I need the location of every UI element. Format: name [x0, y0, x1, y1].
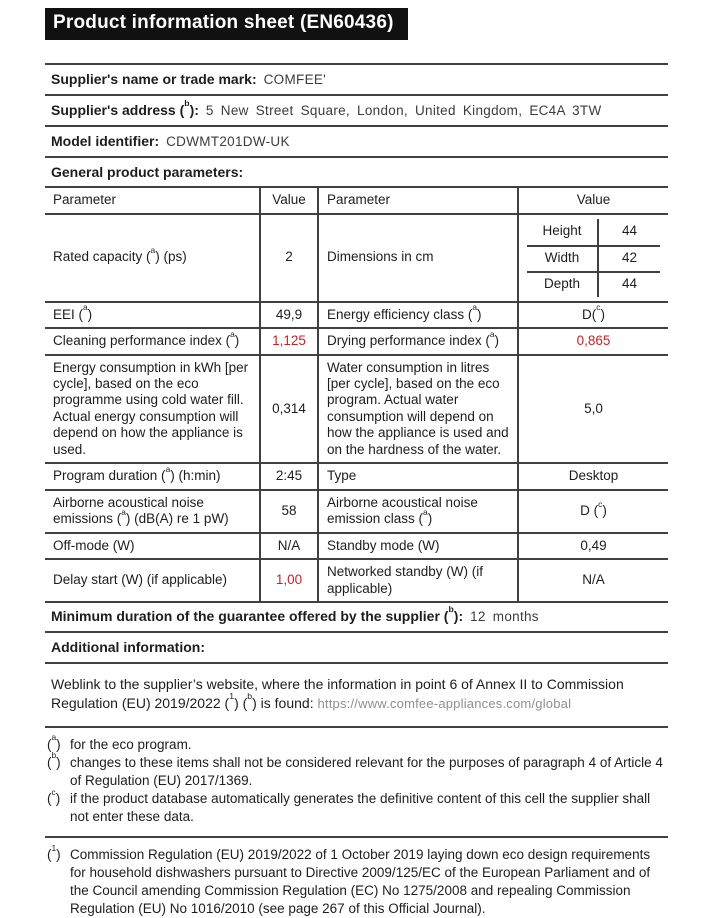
- weblink-paragraph: [45, 664, 668, 728]
- param-value: 2: [260, 214, 318, 302]
- supplier-address-row: [45, 94, 668, 125]
- param-label: Rated capacity ($^a$) (ps): [45, 214, 260, 302]
- supplier-name-row: [45, 63, 668, 94]
- regulation-note-marker: ($^1$): [47, 842, 61, 863]
- param-value: 49,9: [260, 302, 318, 328]
- footnote-marker: ($^b$): [47, 750, 61, 770]
- dimensions-subtable: [518, 214, 668, 302]
- param-value: 1,00: [260, 559, 318, 602]
- footnote-marker: ($^a$): [47, 732, 61, 752]
- param-value: N/A: [260, 533, 318, 559]
- param-label: Dimensions in cm: [318, 214, 518, 302]
- table-header-row: [45, 187, 668, 213]
- footnote-text: for the eco program.: [70, 736, 192, 752]
- model-identifier-label: Model identifier:: [51, 132, 160, 149]
- additional-information-heading: [45, 633, 668, 664]
- table-row-off-mode: [45, 533, 668, 559]
- page-title: Product information sheet (EN60436): [45, 8, 408, 40]
- param-value: 1,125: [260, 328, 318, 354]
- supplier-name-label: Supplier's name or trade mark:: [51, 71, 257, 87]
- guarantee-label: Minimum duration of the guarantee offered by the supplier ($^b$):: [51, 604, 464, 625]
- column-header-value-left: Value: [260, 187, 318, 213]
- dimension-label: Depth: [527, 273, 599, 297]
- footnote-a: [47, 732, 668, 754]
- param-value: 5,0: [518, 355, 668, 464]
- param-label: Drying performance index ($^a$): [318, 328, 518, 354]
- regulation-note: [45, 838, 668, 918]
- dimension-value: 44: [621, 223, 638, 239]
- column-header-parameter-left: Parameter: [45, 187, 260, 213]
- footnotes: [45, 728, 668, 838]
- param-label: Energy consumption in kWh [per cycle], based on the eco programme using cold water fill. Actual energy consumption will depend on how the appliance is used.: [45, 355, 260, 464]
- param-label: Airborne acoustical noise emissions ($^a$) (dB(A) re 1 pW): [45, 490, 260, 533]
- table-row-rated-capacity: [45, 214, 668, 302]
- column-header-parameter-right: Parameter: [318, 187, 518, 213]
- weblink-url[interactable]: https://www.comfee-appliances.com/global: [317, 696, 572, 712]
- param-label: Water consumption in litres [per cycle], based on the eco program. Actual water consumption will depend on how the appliance is used and on the hardness of the water.: [318, 355, 518, 464]
- table-row-energy-consumption: [45, 355, 668, 464]
- supplier-address-value: 5 New Street Square, London, United Kingdom, EC4A 3TW: [205, 102, 602, 118]
- param-label: Type: [318, 463, 518, 489]
- param-label: Airborne acoustical noise emission class ($^a$): [318, 490, 518, 533]
- param-value: N/A: [518, 559, 668, 602]
- table-row-delay-start: [45, 559, 668, 602]
- param-value: Desktop: [518, 463, 668, 489]
- param-label: Program duration ($^a$) (h:min): [45, 463, 260, 489]
- param-value: 2:45: [260, 463, 318, 489]
- param-label: Energy efficiency class ($^a$): [318, 302, 518, 328]
- footnote-marker: ($^c$): [47, 786, 61, 806]
- param-value: D ($^c$): [518, 490, 668, 533]
- param-label: Cleaning performance index ($^a$): [45, 328, 260, 354]
- general-parameters-label: General product parameters:: [51, 163, 244, 180]
- param-label: Delay start (W) (if applicable): [45, 559, 260, 602]
- param-value: 0,865: [518, 328, 668, 354]
- guarantee-row: [45, 603, 668, 633]
- param-value: D($^c$): [518, 302, 668, 328]
- footnote-c: [47, 786, 668, 826]
- supplier-address-label: Supplier's address ($^b$):: [51, 98, 199, 118]
- table-row-eei: [45, 302, 668, 328]
- dimension-value: 42: [621, 250, 638, 266]
- dimension-row-height: [527, 219, 660, 245]
- regulation-note-body: [47, 842, 668, 918]
- regulation-note-text: Commission Regulation (EU) 2019/2022 of 1 October 2019 laying down eco design requirements for household dishwashers pursuant to Directive 2009/125/EC of the European Parliament and of the Council amending Commission Regulation (EC) No 1275/2008 and repealing Commission Regulation (EU) No 1016/2010 (see page 267 of this Official Journal).: [70, 847, 651, 917]
- param-value: 0,314: [260, 355, 318, 464]
- param-value: 0,49: [518, 533, 668, 559]
- supplier-name-value: COMFEE': [263, 72, 327, 87]
- general-parameters-table: [45, 186, 668, 603]
- param-label: EEI ($^a$): [45, 302, 260, 328]
- weblink-text: Weblink to the supplier’s website, where the information in point 6 of Annex II to Commission Regulation (EU) 2019/2022 ($^1$) ($^b$) is found:: [51, 675, 624, 712]
- param-label: Off-mode (W): [45, 533, 260, 559]
- dimension-row-depth: [527, 271, 660, 297]
- param-value: 58: [260, 490, 318, 533]
- table-row-cleaning-index: [45, 328, 668, 354]
- sheet-content: [45, 63, 668, 918]
- model-identifier-value: CDWMT201DW-UK: [166, 133, 290, 149]
- footnote-text: if the product database automatically generates the definitive content of this cell the supplier shall not enter these data.: [70, 790, 651, 825]
- general-parameters-heading: [45, 156, 668, 187]
- dimension-value: 44: [621, 276, 638, 292]
- table-row-noise-emissions: [45, 490, 668, 533]
- dimension-row-width: [527, 245, 660, 271]
- column-header-value-right: Value: [518, 187, 668, 213]
- dimension-label: Height: [527, 219, 599, 245]
- guarantee-value: 12 months: [470, 609, 539, 625]
- footnote-text: changes to these items shall not be considered relevant for the purposes of paragraph 4 of Article 4 of Regulation (EU) 2017/1369.: [70, 754, 663, 788]
- table-row-program-duration: [45, 463, 668, 489]
- param-label: Networked standby (W) (if applicable): [318, 559, 518, 602]
- footnote-b: [47, 750, 668, 790]
- param-label: Standby mode (W): [318, 533, 518, 559]
- additional-information-label: Additional information:: [51, 639, 205, 656]
- dimension-label: Width: [527, 247, 599, 271]
- model-identifier-row: [45, 125, 668, 156]
